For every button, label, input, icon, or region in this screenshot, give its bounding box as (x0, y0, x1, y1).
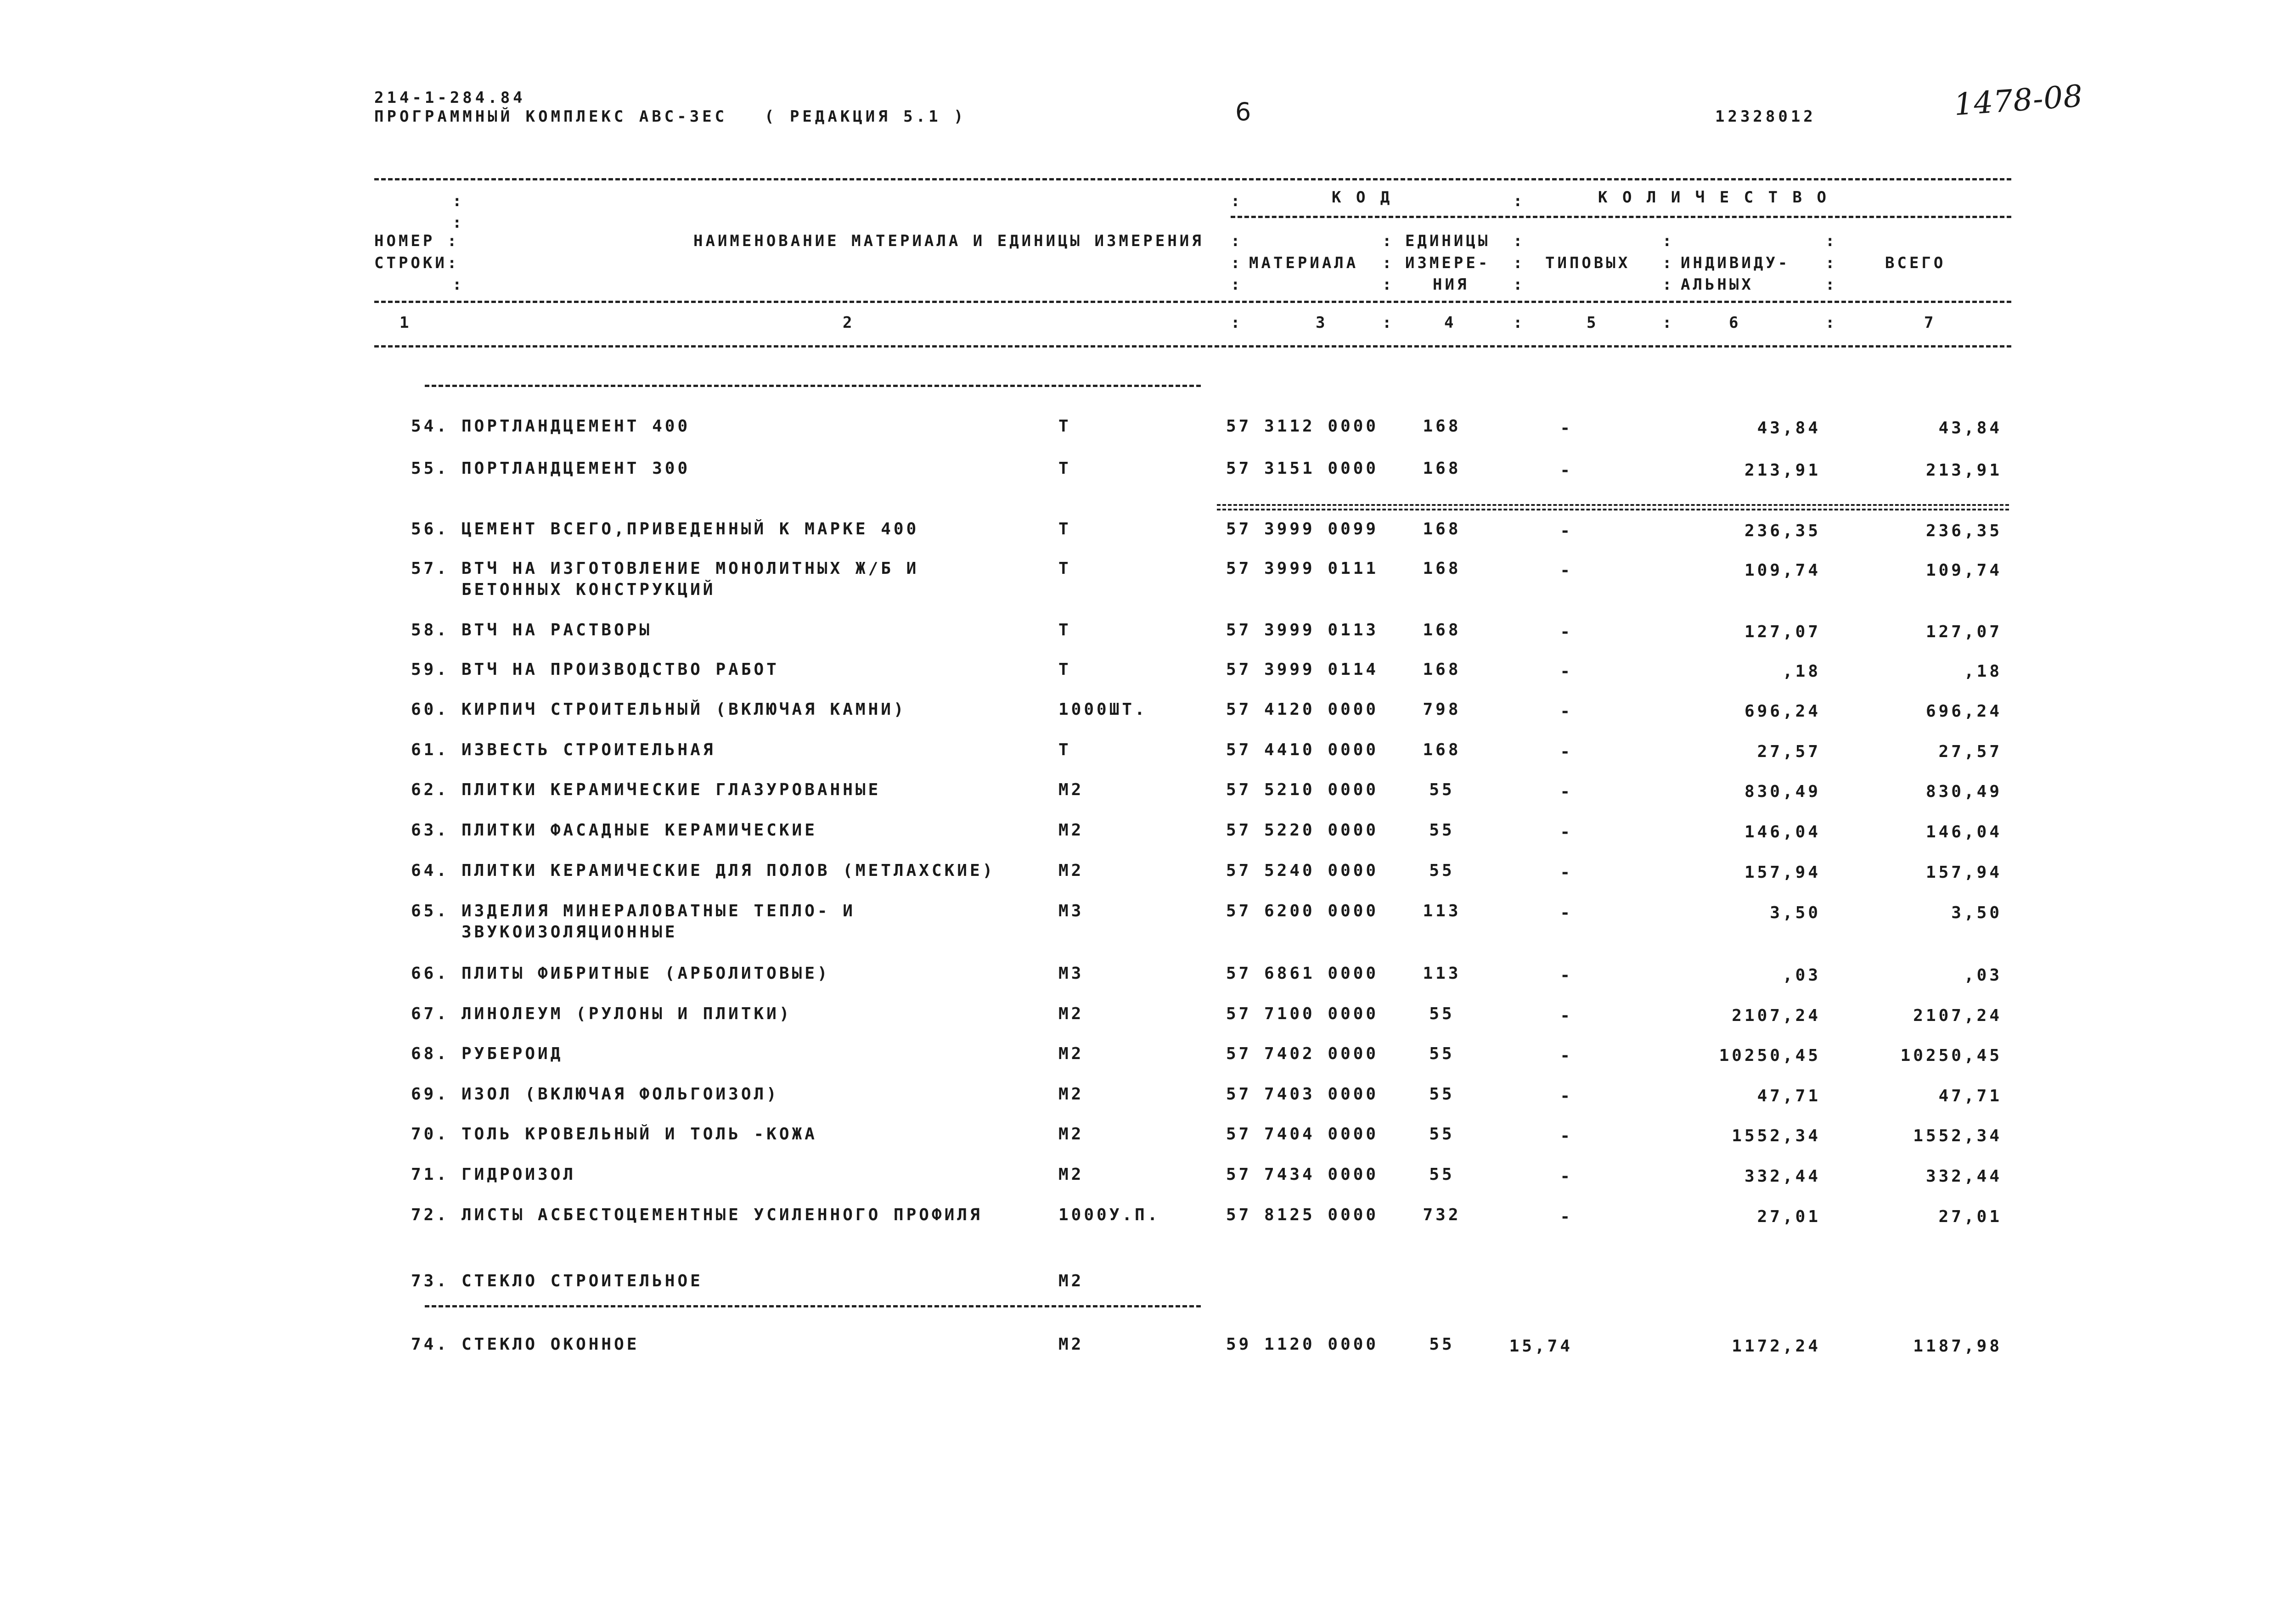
unit-code: 55 (1429, 1335, 1455, 1354)
column-header-name: НАИМЕНОВАНИЕ МАТЕРИАЛА И ЕДИНИЦЫ ИЗМЕРЕНИЯ (693, 232, 1204, 250)
row-number: 55. (411, 459, 450, 478)
unit-of-measure: М2 (1058, 1085, 1084, 1104)
document-code: 214-1-284.84 (374, 89, 526, 107)
quantity-typical: - (1560, 622, 1573, 641)
unit-code: 732 (1423, 1206, 1461, 1224)
quantity-individual: 127,07 (1744, 622, 1821, 641)
column-separator: : (1231, 254, 1243, 272)
table-row (0, 1125, 2296, 1166)
unit-code: 168 (1423, 740, 1461, 759)
unit-of-measure: М2 (1058, 780, 1084, 799)
unit-code: 168 (1423, 459, 1461, 478)
unit-code: 168 (1423, 417, 1461, 436)
quantity-total: 1187,98 (1913, 1337, 2002, 1356)
material-name: ПЛИТКИ КЕРАМИЧЕСКИЕ ГЛАЗУРОВАННЫЕ (461, 780, 881, 799)
unit-code: 55 (1429, 780, 1455, 799)
material-code: 57 3999 0113 (1226, 621, 1379, 639)
quantity-typical: - (1560, 702, 1573, 721)
row-number: 54. (411, 417, 450, 436)
unit-code: 798 (1423, 700, 1461, 719)
quantity-typical: - (1560, 522, 1573, 540)
table-row (0, 902, 2296, 943)
material-code: 57 3151 0000 (1226, 459, 1379, 478)
quantity-individual: 10250,45 (1719, 1046, 1821, 1065)
unit-code: 168 (1423, 520, 1461, 538)
column-separator: : (1662, 275, 1675, 294)
table-row (0, 1335, 2296, 1376)
material-code: 57 7434 0000 (1226, 1165, 1379, 1184)
quantity-total: 696,24 (1925, 702, 2002, 721)
unit-of-measure: Т (1058, 559, 1071, 578)
quantity-individual: 157,94 (1744, 863, 1821, 882)
unit-of-measure: М2 (1058, 1335, 1084, 1354)
unit-code: 168 (1423, 559, 1461, 578)
unit-code: 113 (1423, 964, 1461, 983)
unit-of-measure: М2 (1058, 1044, 1084, 1063)
quantity-individual: ,18 (1782, 662, 1821, 681)
column-header-unit-1: ЕДИНИЦЫ (1405, 232, 1491, 250)
material-code: 57 7403 0000 (1226, 1085, 1379, 1104)
header-bottom-rule (374, 345, 2011, 348)
column-separator: : (1825, 275, 1838, 294)
subtotal-rule-upper (1217, 504, 2009, 506)
quantity-individual: 1172,24 (1732, 1337, 1821, 1356)
program-name: ПРОГРАММНЫЙ КОМПЛЕКС АВС-3ЕС (374, 107, 728, 126)
material-name: ТОЛЬ КРОВЕЛЬНЫЙ И ТОЛЬ -КОЖА (461, 1125, 817, 1144)
quantity-typical: - (1560, 1127, 1573, 1145)
row-number: 74. (411, 1335, 450, 1354)
column-number-4: 4 (1444, 314, 1457, 332)
column-number-6: 6 (1729, 314, 1741, 332)
subtotal-rule-lower (1217, 509, 2009, 510)
quantity-individual: 43,84 (1757, 419, 1821, 437)
material-code: 57 7404 0000 (1226, 1125, 1379, 1144)
column-separator: : (1662, 314, 1675, 332)
table-row (0, 459, 2296, 500)
column-separator: : (1513, 275, 1525, 294)
row-number: 63. (411, 821, 450, 840)
row-number: 68. (411, 1044, 450, 1063)
material-code: 57 5210 0000 (1226, 780, 1379, 799)
quantity-total: 332,44 (1925, 1167, 2002, 1186)
material-name: ИЗОЛ (ВКЛЮЧАЯ ФОЛЬГОИЗОЛ) (461, 1085, 779, 1104)
page-number: 6 (1235, 97, 1251, 126)
quantity-total: ,03 (1964, 966, 2002, 985)
unit-of-measure: М3 (1058, 964, 1084, 983)
material-code: 57 6200 0000 (1226, 902, 1379, 920)
row-number: 59. (411, 660, 450, 679)
material-name: ПОРТЛАНДЦЕМЕНТ 400 (461, 417, 691, 436)
quantity-typical: - (1560, 1006, 1573, 1025)
table-row (0, 861, 2296, 903)
material-name: ЛИСТЫ АСБЕСТОЦЕМЕНТНЫЕ УСИЛЕННОГО ПРОФИЛЯ (461, 1206, 983, 1224)
unit-of-measure: Т (1058, 520, 1071, 538)
table-row (0, 1165, 2296, 1206)
unit-code: 55 (1429, 1044, 1455, 1063)
material-code: 57 5220 0000 (1226, 821, 1379, 840)
column-header-row-number-1: НОМЕР : (374, 232, 460, 250)
table-row (0, 821, 2296, 862)
unit-code: 55 (1429, 1125, 1455, 1144)
quantity-individual: 47,71 (1757, 1087, 1821, 1105)
column-header-individual-1: ИНДИВИДУ- (1681, 254, 1790, 272)
column-separator: : (1231, 275, 1243, 294)
column-separator: : (1825, 232, 1838, 250)
material-name: ИЗДЕЛИЯ МИНЕРАЛОВАТНЫЕ ТЕПЛО- И (461, 902, 855, 920)
column-separator: : (1382, 254, 1395, 272)
quantity-typical: - (1560, 903, 1573, 922)
quantity-typical: 15,74 (1509, 1337, 1573, 1356)
column-separator: : (452, 213, 465, 232)
unit-of-measure: М2 (1058, 1004, 1084, 1023)
column-separator: : (1382, 275, 1395, 294)
quantity-total: ,18 (1964, 662, 2002, 681)
unit-code: 55 (1429, 861, 1455, 880)
column-number-7: 7 (1924, 314, 1936, 332)
unit-code: 113 (1423, 902, 1461, 920)
quantity-typical: - (1560, 1207, 1573, 1226)
quantity-typical: - (1560, 1087, 1573, 1105)
quantity-total: 3,50 (1951, 903, 2002, 922)
column-header-unit-3: НИЯ (1433, 275, 1469, 294)
quantity-total: 127,07 (1925, 622, 2002, 641)
material-name: КИРПИЧ СТРОИТЕЛЬНЫЙ (ВКЛЮЧАЯ КАМНИ) (461, 700, 906, 719)
unit-code: 55 (1429, 1165, 1455, 1184)
table-row (0, 964, 2296, 1005)
material-name: ПЛИТКИ КЕРАМИЧЕСКИЕ ДЛЯ ПОЛОВ (МЕТЛАХСКИЕ) (461, 861, 996, 880)
quantity-total: 157,94 (1925, 863, 2002, 882)
column-separator: : (1231, 232, 1243, 250)
quantity-total: 27,57 (1938, 742, 2002, 761)
unit-code: 55 (1429, 1004, 1455, 1023)
material-name: ЗВУКОИЗОЛЯЦИОННЫЕ (461, 923, 678, 942)
code-qty-divider-rule (1231, 216, 2011, 218)
unit-of-measure: Т (1058, 417, 1071, 436)
material-name: СТЕКЛО ОКОННОЕ (461, 1335, 640, 1354)
quantity-typical: - (1560, 823, 1573, 841)
column-separator: : (1231, 192, 1243, 210)
material-name: ПЛИТЫ ФИБРИТНЫЕ (АРБОЛИТОВЫЕ) (461, 964, 830, 983)
edition-label: ( РЕДАКЦИЯ 5.1 ) (765, 107, 967, 126)
material-code: 57 4120 0000 (1226, 700, 1379, 719)
column-separator: : (1662, 254, 1675, 272)
column-separator: : (1382, 232, 1395, 250)
unit-of-measure: Т (1058, 740, 1071, 759)
unit-code: 55 (1429, 1085, 1455, 1104)
column-separator: : (452, 192, 465, 210)
quantity-typical: - (1560, 561, 1573, 580)
unit-of-measure: 1000У.П. (1058, 1206, 1160, 1224)
quantity-individual: 27,01 (1757, 1207, 1821, 1226)
quantity-individual: 109,74 (1744, 561, 1821, 580)
quantity-total: 43,84 (1938, 419, 2002, 437)
column-separator: : (1231, 314, 1243, 332)
table-row (0, 740, 2296, 782)
quantity-individual: 236,35 (1744, 522, 1821, 540)
table-row (0, 1004, 2296, 1046)
material-name: ИЗВЕСТЬ СТРОИТЕЛЬНАЯ (461, 740, 716, 759)
quantity-individual: 213,91 (1744, 461, 1821, 480)
quantity-typical: - (1560, 1046, 1573, 1065)
quantity-individual: 146,04 (1744, 823, 1821, 841)
unit-of-measure: Т (1058, 621, 1071, 639)
quantity-individual: 1552,34 (1732, 1127, 1821, 1145)
column-header-individual-2: АЛЬНЫХ (1681, 275, 1754, 294)
table-row (0, 1044, 2296, 1086)
quantity-total: 1552,34 (1913, 1127, 2002, 1145)
quantity-individual: 830,49 (1744, 782, 1821, 801)
column-separator: : (1513, 192, 1525, 210)
unit-of-measure: М3 (1058, 902, 1084, 920)
quantity-individual: 2107,24 (1732, 1006, 1821, 1025)
unit-of-measure: Т (1058, 459, 1071, 478)
unit-of-measure: 1000ШТ. (1058, 700, 1148, 719)
material-code: 59 1120 0000 (1226, 1335, 1379, 1354)
quantity-total: 146,04 (1925, 823, 2002, 841)
table-row (0, 660, 2296, 701)
material-code: 57 5240 0000 (1226, 861, 1379, 880)
quantity-typical: - (1560, 461, 1573, 480)
material-code: 57 7402 0000 (1226, 1044, 1379, 1063)
quantity-typical: - (1560, 1167, 1573, 1186)
material-code: 57 8125 0000 (1226, 1206, 1379, 1224)
unit-of-measure: Т (1058, 660, 1071, 679)
row-number: 65. (411, 902, 450, 920)
document-number: 12328012 (1715, 107, 1816, 126)
column-separator: : (1513, 254, 1525, 272)
row-number: 58. (411, 621, 450, 639)
material-name: ВТЧ НА РАСТВОРЫ (461, 621, 653, 639)
material-code: 57 3999 0111 (1226, 559, 1379, 578)
column-number-3: 3 (1316, 314, 1328, 332)
column-separator: : (1513, 232, 1525, 250)
table-row (0, 780, 2296, 822)
row-number: 57. (411, 559, 450, 578)
column-separator: : (1382, 314, 1395, 332)
column-separator: : (1825, 314, 1838, 332)
material-name: СТЕКЛО СТРОИТЕЛЬНОЕ (461, 1272, 703, 1290)
row-number: 64. (411, 861, 450, 880)
row-number: 62. (411, 780, 450, 799)
column-number-2: 2 (843, 314, 855, 332)
row-number: 70. (411, 1125, 450, 1144)
handwritten-reference: 1478-08 (1953, 78, 2084, 123)
material-name: ПЛИТКИ ФАСАДНЫЕ КЕРАМИЧЕСКИЕ (461, 821, 817, 840)
material-name: ВТЧ НА ИЗГОТОВЛЕНИЕ МОНОЛИТНЫХ Ж/Б И (461, 559, 919, 578)
column-separator: : (1825, 254, 1838, 272)
quantity-total: 236,35 (1925, 522, 2002, 540)
row-number: 56. (411, 520, 450, 538)
material-code: 57 3999 0099 (1226, 520, 1379, 538)
material-code: 57 3999 0114 (1226, 660, 1379, 679)
section-rule (425, 385, 1201, 387)
header-mid-rule (374, 301, 2011, 303)
quantity-individual: 27,57 (1757, 742, 1821, 761)
quantity-total: 2107,24 (1913, 1006, 2002, 1025)
quantity-total: 213,91 (1925, 461, 2002, 480)
column-separator: : (1662, 232, 1675, 250)
material-name: ЦЕМЕНТ ВСЕГО,ПРИВЕДЕННЫЙ К МАРКЕ 400 (461, 520, 919, 538)
column-header-material-code: МАТЕРИАЛА (1249, 254, 1359, 272)
column-separator: : (452, 275, 465, 294)
quantity-typical: - (1560, 662, 1573, 681)
material-name: ГИДРОИЗОЛ (461, 1165, 576, 1184)
material-code: 57 7100 0000 (1226, 1004, 1379, 1023)
unit-of-measure: М2 (1058, 1165, 1084, 1184)
quantity-individual: 332,44 (1744, 1167, 1821, 1186)
table-row (0, 417, 2296, 458)
quantity-total: 830,49 (1925, 782, 2002, 801)
unit-code: 168 (1423, 621, 1461, 639)
column-header-code-group: К О Д (1332, 188, 1393, 207)
quantity-total: 27,01 (1938, 1207, 2002, 1226)
quantity-typical: - (1560, 863, 1573, 882)
unit-of-measure: М2 (1058, 861, 1084, 880)
quantity-total: 10250,45 (1900, 1046, 2002, 1065)
quantity-individual: 696,24 (1744, 702, 1821, 721)
row-number: 66. (411, 964, 450, 983)
row-number: 60. (411, 700, 450, 719)
column-header-typical: ТИПОВЫХ (1545, 254, 1631, 272)
material-code: 57 6861 0000 (1226, 964, 1379, 983)
row-number: 61. (411, 740, 450, 759)
material-code: 57 4410 0000 (1226, 740, 1379, 759)
unit-of-measure: М2 (1058, 1272, 1084, 1290)
row-number: 67. (411, 1004, 450, 1023)
column-header-unit-2: ИЗМЕРЕ- (1405, 254, 1491, 272)
row-number: 69. (411, 1085, 450, 1104)
material-code: 57 3112 0000 (1226, 417, 1379, 436)
quantity-individual: ,03 (1782, 966, 1821, 985)
table-row (0, 520, 2296, 561)
column-number-5: 5 (1587, 314, 1599, 332)
table-row (0, 559, 2296, 600)
unit-of-measure: М2 (1058, 1125, 1084, 1144)
table-row (0, 700, 2296, 741)
row-number: 72. (411, 1206, 450, 1224)
material-name: ЛИНОЛЕУМ (РУЛОНЫ И ПЛИТКИ) (461, 1004, 792, 1023)
quantity-total: 47,71 (1938, 1087, 2002, 1105)
quantity-typical: - (1560, 966, 1573, 985)
row-number: 71. (411, 1165, 450, 1184)
column-number-1: 1 (400, 314, 412, 332)
row-number: 73. (411, 1272, 450, 1290)
table-row (0, 621, 2296, 662)
table-row (0, 1085, 2296, 1126)
column-header-total: ВСЕГО (1885, 254, 1946, 272)
column-header-quantity-group: К О Л И Ч Е С Т В О (1598, 188, 1829, 207)
column-separator: : (1513, 314, 1525, 332)
quantity-typical: - (1560, 742, 1573, 761)
column-header-row-number-2: СТРОКИ: (374, 254, 460, 272)
table-row (0, 1206, 2296, 1247)
unit-code: 168 (1423, 660, 1461, 679)
table-row (0, 1272, 2296, 1313)
material-name: ВТЧ НА ПРОИЗВОДСТВО РАБОТ (461, 660, 779, 679)
table-top-rule (374, 178, 2011, 180)
quantity-individual: 3,50 (1770, 903, 1821, 922)
unit-of-measure: М2 (1058, 821, 1084, 840)
quantity-total: 109,74 (1925, 561, 2002, 580)
quantity-typical: - (1560, 419, 1573, 437)
unit-code: 55 (1429, 821, 1455, 840)
material-name: РУБЕРОИД (461, 1044, 563, 1063)
material-name: БЕТОННЫХ КОНСТРУКЦИЙ (461, 580, 716, 599)
quantity-typical: - (1560, 782, 1573, 801)
material-name: ПОРТЛАНДЦЕМЕНТ 300 (461, 459, 691, 478)
